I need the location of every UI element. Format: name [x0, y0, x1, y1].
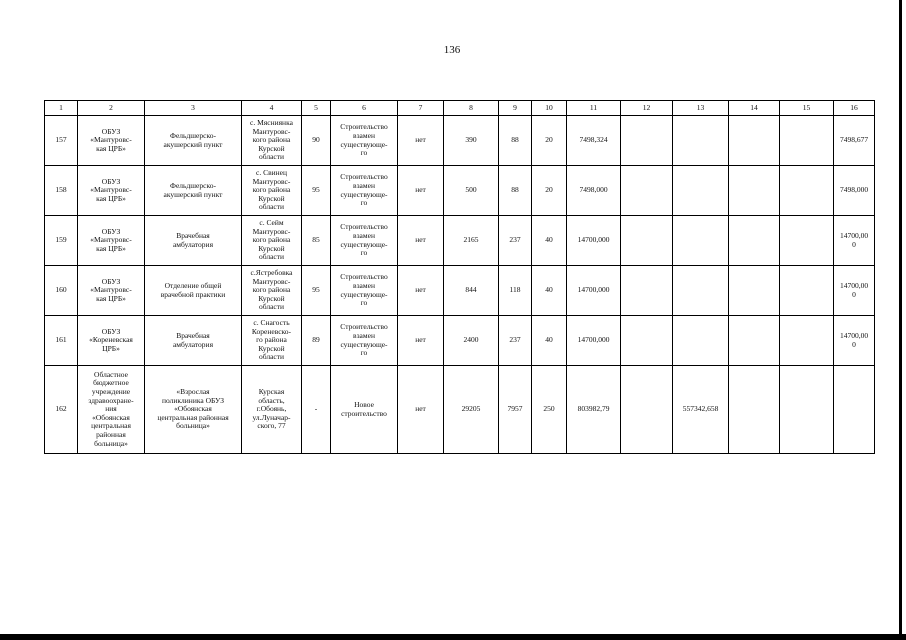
table-cell: 157 [45, 116, 78, 166]
table-cell [780, 116, 834, 166]
table-cell [621, 216, 673, 266]
table-cell: Врачебная амбулатория [145, 316, 242, 366]
table-cell: 95 [302, 166, 331, 216]
table-cell [729, 216, 780, 266]
table-row [45, 166, 875, 216]
column-header: 5 [302, 101, 331, 116]
table-cell: нет [398, 316, 444, 366]
table-cell: 118 [499, 266, 532, 316]
table-header-row [45, 101, 875, 116]
table-cell [621, 166, 673, 216]
table-cell: 158 [45, 166, 78, 216]
table-cell: 237 [499, 216, 532, 266]
table-row [45, 366, 875, 454]
table-cell [780, 166, 834, 216]
table-cell [729, 116, 780, 166]
table-cell: нет [398, 166, 444, 216]
table-cell: 90 [302, 116, 331, 166]
table-cell: 20 [532, 116, 567, 166]
table-cell: ОБУЗ «Кореневская ЦРБ» [78, 316, 145, 366]
table-cell: «Взрослая поликлиника ОБУЗ «Обоянская центральная районная больница» [145, 366, 242, 454]
data-table [44, 100, 875, 454]
table-cell [780, 216, 834, 266]
table-cell: Курская область, г.Обоянь, ул.Луначар- ского, 77 [242, 366, 302, 454]
table-cell: 14700,000 [567, 316, 621, 366]
table-cell: 2165 [444, 216, 499, 266]
table-cell [729, 166, 780, 216]
table-cell: с. Снагость Кореневско- го района Курской области [242, 316, 302, 366]
table-cell [621, 366, 673, 454]
table-cell: Новое строительство [331, 366, 398, 454]
table-cell: нет [398, 266, 444, 316]
table-cell: Строительство взамен существующе- го [331, 216, 398, 266]
table-cell: Фельдшерско- акушерский пункт [145, 166, 242, 216]
table-cell: Строительство взамен существующе- го [331, 166, 398, 216]
table-cell: - [302, 366, 331, 454]
table-cell: 40 [532, 266, 567, 316]
table-cell [729, 316, 780, 366]
table-cell: 250 [532, 366, 567, 454]
column-header: 13 [673, 101, 729, 116]
table-cell: 159 [45, 216, 78, 266]
table-cell: Строительство взамен существующе- го [331, 316, 398, 366]
table-cell: 7498,000 [567, 166, 621, 216]
table-cell: 14700,000 [567, 266, 621, 316]
table-cell [621, 116, 673, 166]
table-cell [780, 316, 834, 366]
table-cell: 557342,658 [673, 366, 729, 454]
table-cell: с. Мясниянка Мантуровс- кого района Курской области [242, 116, 302, 166]
column-header: 16 [834, 101, 875, 116]
table-cell: с. Свинец Мантуровс- кого района Курской области [242, 166, 302, 216]
table-cell: Строительство взамен существующе- го [331, 266, 398, 316]
column-header: 11 [567, 101, 621, 116]
table-cell [673, 166, 729, 216]
table-cell: 7498,677 [834, 116, 875, 166]
table-row [45, 216, 875, 266]
column-header: 14 [729, 101, 780, 116]
table-cell: 88 [499, 116, 532, 166]
table-cell: 14700,000 [567, 216, 621, 266]
table-cell: 14700,00 0 [834, 216, 875, 266]
column-header: 15 [780, 101, 834, 116]
column-header: 9 [499, 101, 532, 116]
table-cell [673, 216, 729, 266]
page-frame-right-edge [899, 0, 902, 640]
table-cell: 162 [45, 366, 78, 454]
table-cell: 160 [45, 266, 78, 316]
table-cell: Строительство взамен существующе- го [331, 116, 398, 166]
table-cell [834, 366, 875, 454]
table-cell: ОБУЗ «Мантуровс- кая ЦРБ» [78, 116, 145, 166]
table-cell: 237 [499, 316, 532, 366]
table-cell: 20 [532, 166, 567, 216]
table-cell [673, 266, 729, 316]
column-header: 3 [145, 101, 242, 116]
table-cell: 2400 [444, 316, 499, 366]
column-header: 1 [45, 101, 78, 116]
table-cell: 803982,79 [567, 366, 621, 454]
table-cell: с.Ястребовка Мантуровс- кого района Курской области [242, 266, 302, 316]
table-cell: ОБУЗ «Мантуровс- кая ЦРБ» [78, 266, 145, 316]
column-header: 10 [532, 101, 567, 116]
table-cell: 29205 [444, 366, 499, 454]
page-number: 136 [443, 44, 461, 56]
table-cell: 390 [444, 116, 499, 166]
table-cell: с. Сейм Мантуровс- кого района Курской области [242, 216, 302, 266]
table-cell: Врачебная амбулатория [145, 216, 242, 266]
table-cell [621, 266, 673, 316]
table-cell: 7498,324 [567, 116, 621, 166]
table-cell: нет [398, 116, 444, 166]
table-cell: 844 [444, 266, 499, 316]
table-cell [780, 266, 834, 316]
table-cell: 14700,00 0 [834, 266, 875, 316]
column-header: 2 [78, 101, 145, 116]
table-cell: ОБУЗ «Мантуровс- кая ЦРБ» [78, 166, 145, 216]
column-header: 4 [242, 101, 302, 116]
table-row [45, 266, 875, 316]
table-cell: 40 [532, 316, 567, 366]
table-row [45, 116, 875, 166]
table-cell: нет [398, 366, 444, 454]
column-header: 7 [398, 101, 444, 116]
table-cell: Фельдшерско- акушерский пункт [145, 116, 242, 166]
table-cell [673, 316, 729, 366]
table-cell: 95 [302, 266, 331, 316]
table-cell [673, 116, 729, 166]
table-cell: 7498,000 [834, 166, 875, 216]
table-cell [729, 266, 780, 316]
page-frame-bottom-edge [0, 634, 906, 640]
table-cell: 89 [302, 316, 331, 366]
table-cell: 7957 [499, 366, 532, 454]
column-header: 8 [444, 101, 499, 116]
column-header: 6 [331, 101, 398, 116]
table-cell: 14700,00 0 [834, 316, 875, 366]
table-cell: нет [398, 216, 444, 266]
table-cell: 85 [302, 216, 331, 266]
table-cell: 161 [45, 316, 78, 366]
table-cell [729, 366, 780, 454]
table-cell [780, 366, 834, 454]
table-cell: Отделение общей врачебной практики [145, 266, 242, 316]
table-cell: ОБУЗ «Мантуровс- кая ЦРБ» [78, 216, 145, 266]
table-row [45, 316, 875, 366]
table-cell: 88 [499, 166, 532, 216]
table-cell: 40 [532, 216, 567, 266]
table-cell: 500 [444, 166, 499, 216]
column-header: 12 [621, 101, 673, 116]
table-cell: Областное бюджетное учреждение здравоохране- ния «Обоянская центральная районная больница» [78, 366, 145, 454]
table-cell [621, 316, 673, 366]
